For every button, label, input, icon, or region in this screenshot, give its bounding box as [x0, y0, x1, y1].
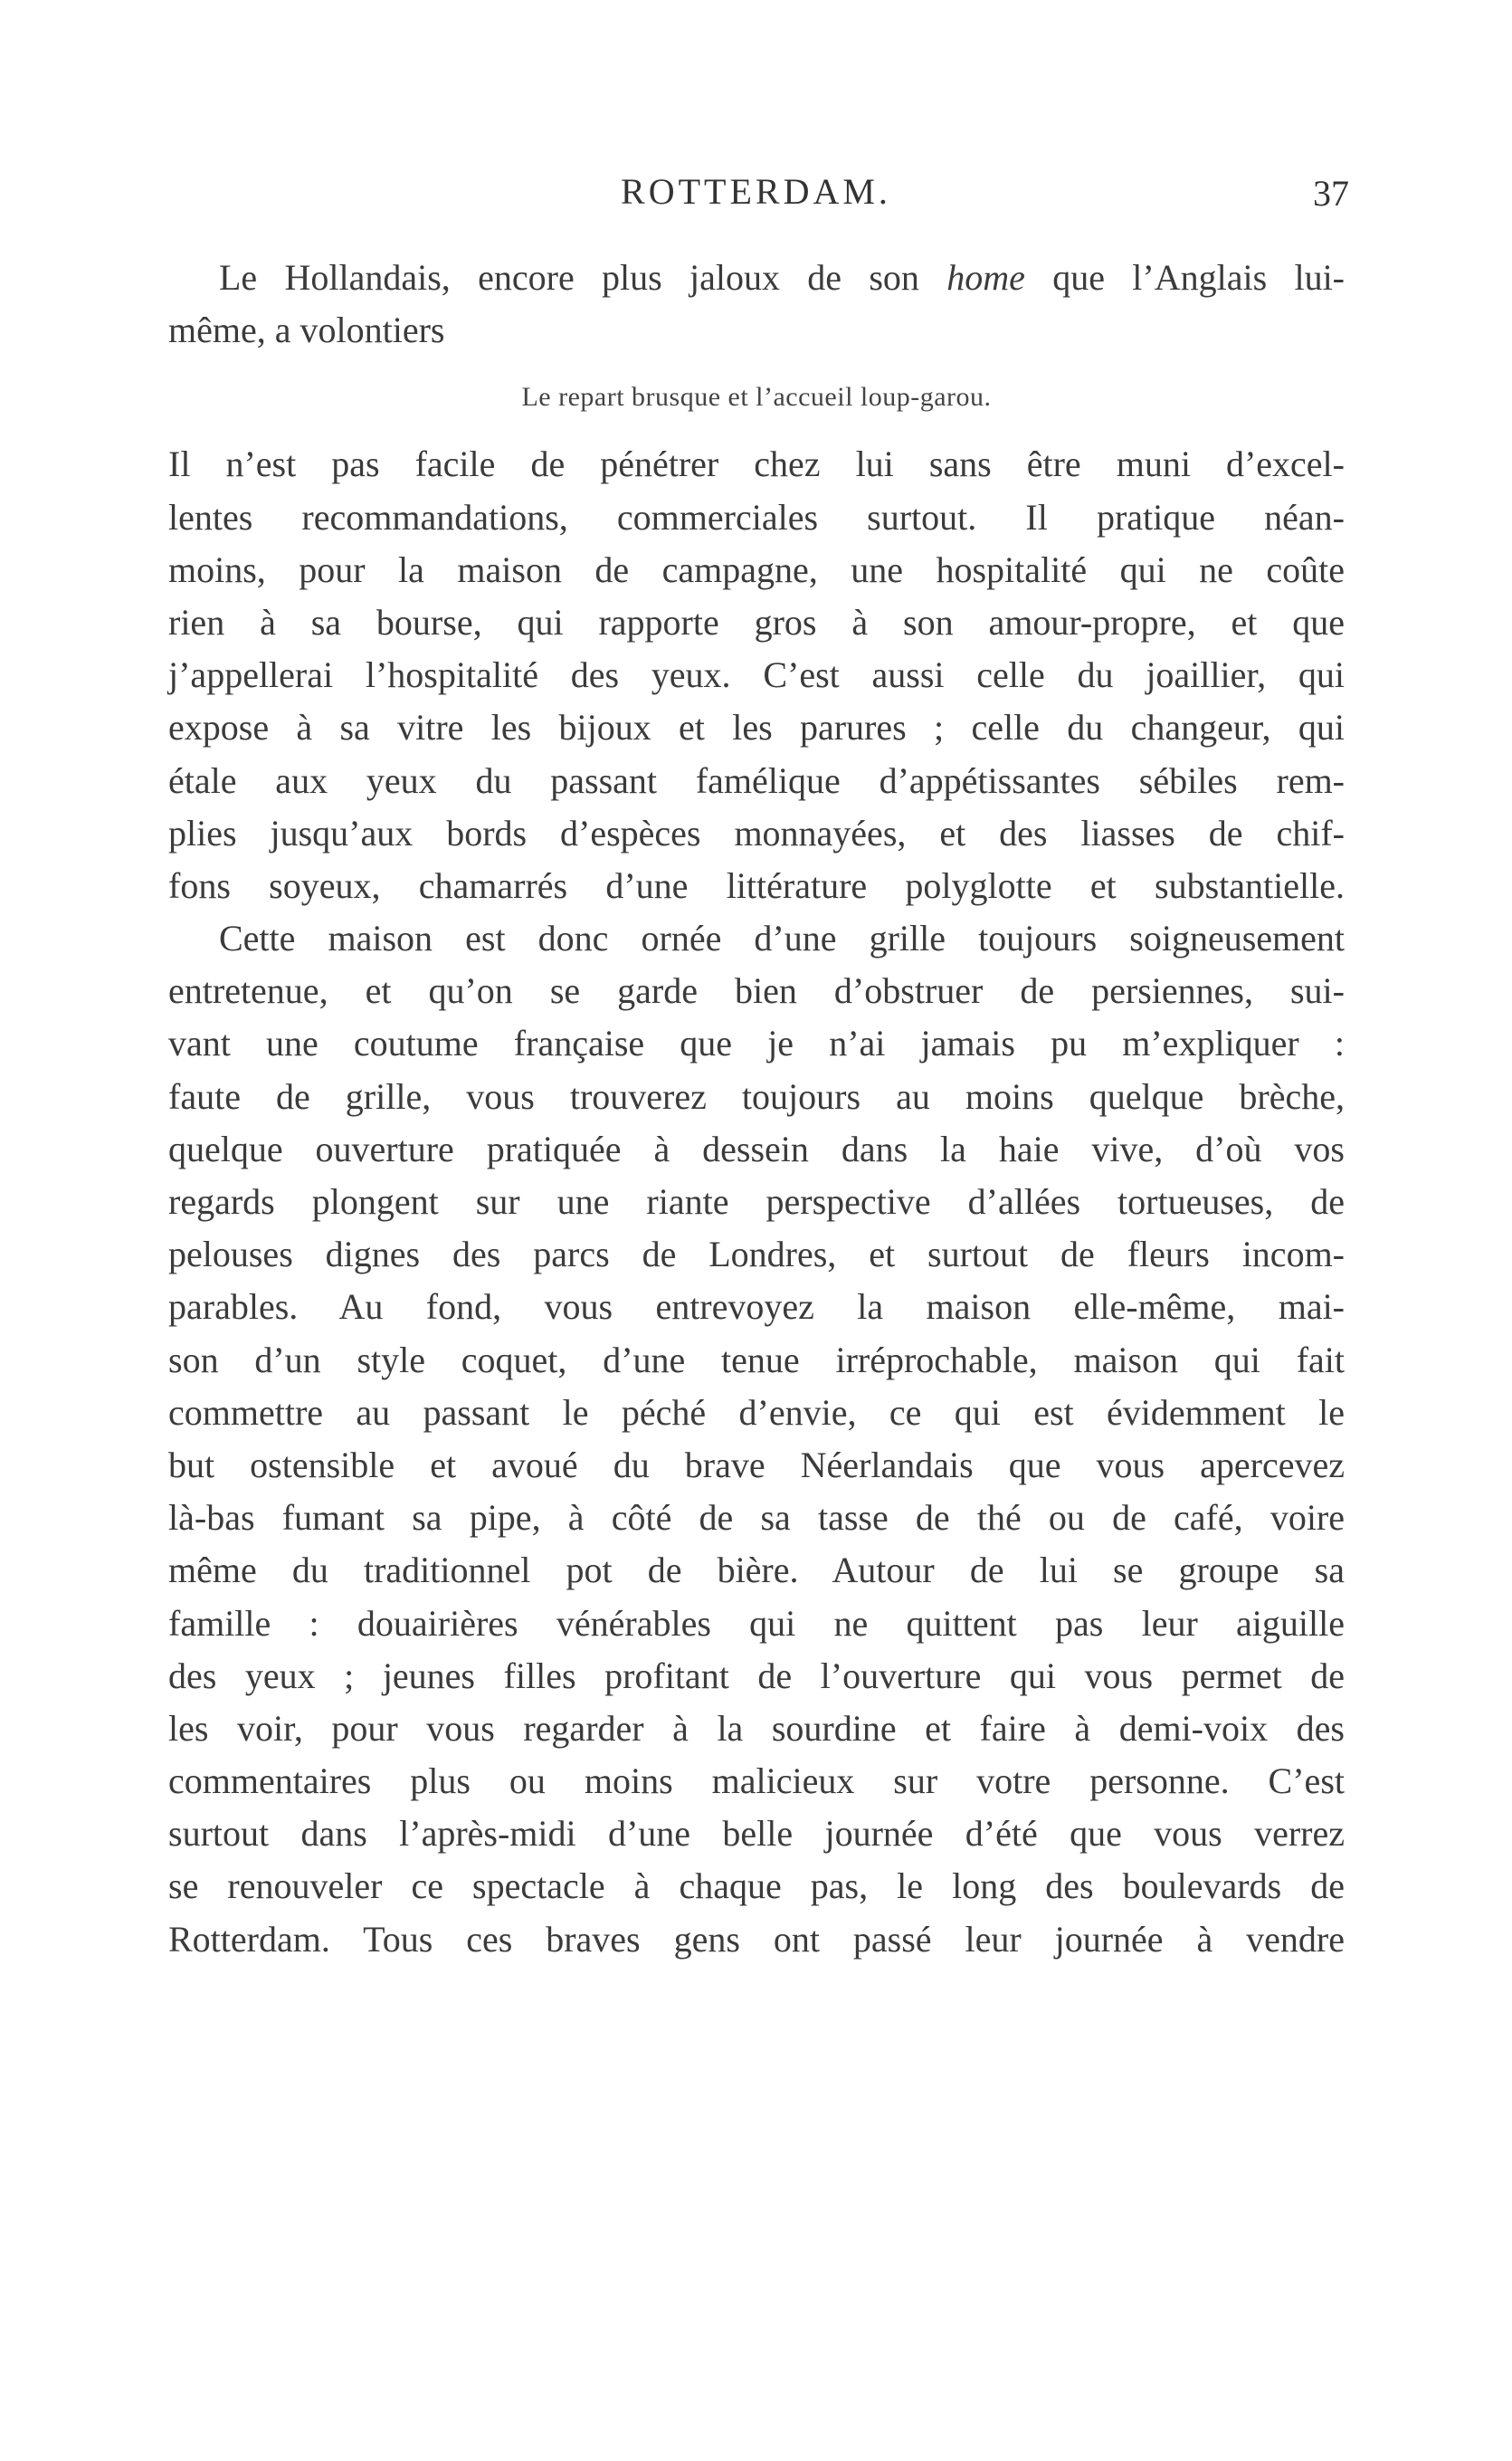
body-text — [168, 252, 1345, 1966]
running-head — [0, 170, 1512, 224]
text-line: Cette maison est donc ornée d’une grille toujours soigneusement — [219, 918, 1345, 959]
text-line: vant une coutume française que je n’ai jamais pu m’expliquer : — [168, 1023, 1345, 1064]
text-line: rien à sa bourse, qui rapporte gros à son amour-propre, et que — [168, 601, 1345, 643]
italic-word: home — [946, 257, 1025, 298]
text-line: des yeux ; jeunes filles profitant de l’ouverture qui vous permet de — [168, 1655, 1345, 1696]
text-line: famille : douairières vénérables qui ne quittent pas leur aiguille — [168, 1602, 1345, 1644]
page-number: 37 — [1313, 173, 1349, 214]
text-line: son d’un style coquet, d’une tenue irréprochable, maison qui fait — [168, 1339, 1345, 1380]
text-line: se renouveler ce spectacle à chaque pas, le long des boulevards de — [168, 1865, 1345, 1907]
paragraph-3 — [168, 912, 1345, 1966]
text-line: étale aux yeux du passant famélique d’appétissantes sébiles rem- — [168, 759, 1345, 801]
text-line: là-bas fumant sa pipe, à côté de sa tasse de thé ou de café, voire — [168, 1497, 1345, 1539]
text-line: faute de grille, vous trouverez toujours au moins quelque brèche, — [168, 1075, 1345, 1117]
text-line: j’appellerai l’hospitalité des yeux. C’est aussi celle du joaillier, qui — [168, 654, 1345, 696]
text-line: expose à sa vitre les bijoux et les parures ; celle du changeur, qui — [168, 707, 1345, 749]
text-line: surtout dans l’après-midi d’une belle journée d’été que vous verrez — [168, 1813, 1345, 1855]
text-line: Rotterdam. Tous ces braves gens ont passé leur journée à vendre — [168, 1918, 1345, 1960]
text-line: quelque ouverture pratiquée à dessein dans la haie vive, d’où vos — [168, 1128, 1345, 1169]
text-line: fons soyeux, chamarrés d’une littérature polyglotte et substantielle. — [168, 864, 1345, 906]
text-line: commettre au passant le péché d’envie, ce qui est évidemment le — [168, 1391, 1345, 1433]
text-line: commentaires plus ou moins malicieux sur votre personne. C’est — [168, 1760, 1345, 1802]
text-line: but ostensible et avoué du brave Néerlandais que vous apercevez — [168, 1444, 1345, 1485]
text-line: lentes recommandations, commerciales surtout. Il pratique néan- — [168, 496, 1345, 538]
text-line: pelouses dignes des parcs de Londres, et surtout de fleurs incom- — [168, 1234, 1345, 1275]
paragraph-2 — [168, 438, 1345, 912]
text-line: entretenue, et qu’on se garde bien d’obstruer de persiennes, sui- — [168, 970, 1345, 1012]
text-line: même, a volontiers — [168, 310, 445, 351]
text-line: les voir, pour vous regarder à la sourdine et faire à demi-voix des — [168, 1707, 1345, 1749]
text-line: même du traditionnel pot de bière. Autour de lui se groupe sa — [168, 1550, 1345, 1591]
text-line: plies jusqu’aux bords d’espèces monnayées, et des liasses de chif- — [168, 812, 1345, 854]
text-line: Il n’est pas facile de pénétrer chez lui sans être muni d’excel- — [168, 444, 1345, 485]
quoted-verse: Le repart brusque et l’accueil loup-garou. — [521, 382, 992, 413]
text-line: Le Hollandais, encore plus jaloux de son home que l’Anglais lui- — [219, 257, 1345, 298]
text-line: parables. Au fond, vous entrevoyez la maison elle-même, mai- — [168, 1286, 1345, 1328]
text-line: moins, pour la maison de campagne, une hospitalité qui ne coûte — [168, 548, 1345, 590]
running-title: ROTTERDAM. — [621, 171, 891, 212]
text-line: regards plongent sur une riante perspective d’allées tortueuses, de — [168, 1181, 1345, 1222]
paragraph-1 — [168, 252, 1345, 357]
